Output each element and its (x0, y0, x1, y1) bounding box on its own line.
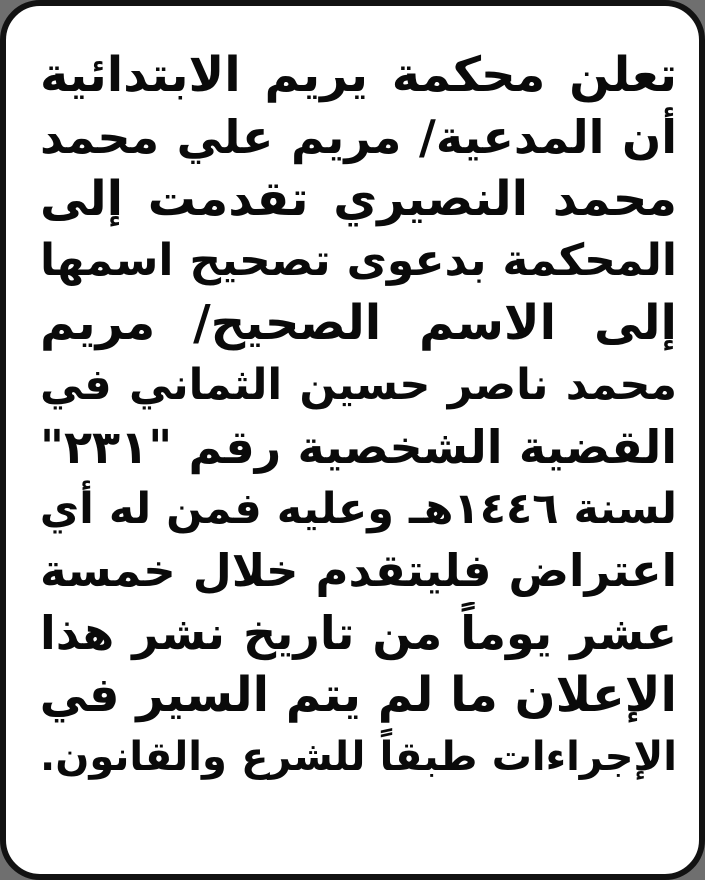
notice-line-4: المحكمة بدعوى تصحيح اسمها (40, 235, 677, 286)
notice-line-11: الإعلان ما لم يتم السير في (40, 667, 677, 723)
notice-line-9: اعتراض فليتقدم خلال خمسة (40, 544, 677, 597)
notice-line-1: تعلن محكمة يريم الابتدائية (40, 47, 677, 103)
court-notice-text (40, 44, 677, 854)
notice-line-7: القضية الشخصية رقم "٢٣١" (40, 420, 677, 474)
notice-line-3: محمد النصيري تقدمت إلى (40, 171, 677, 227)
notice-line-8: لسنة ١٤٤٦هـ وعليه فمن له أي (40, 484, 677, 534)
notice-line-12: الإجراءات طبقاً للشرع والقانون. (40, 734, 677, 780)
notice-line-10: عشر يوماً من تاريخ نشر هذا (40, 606, 677, 660)
notice-line-5: إلى الاسم الصحيح/ مريم (40, 295, 677, 351)
notice-line-6: محمد ناصر حسين الثماني في (40, 360, 677, 410)
notice-line-2: أن المدعية/ مريم علي محمد (40, 110, 677, 164)
